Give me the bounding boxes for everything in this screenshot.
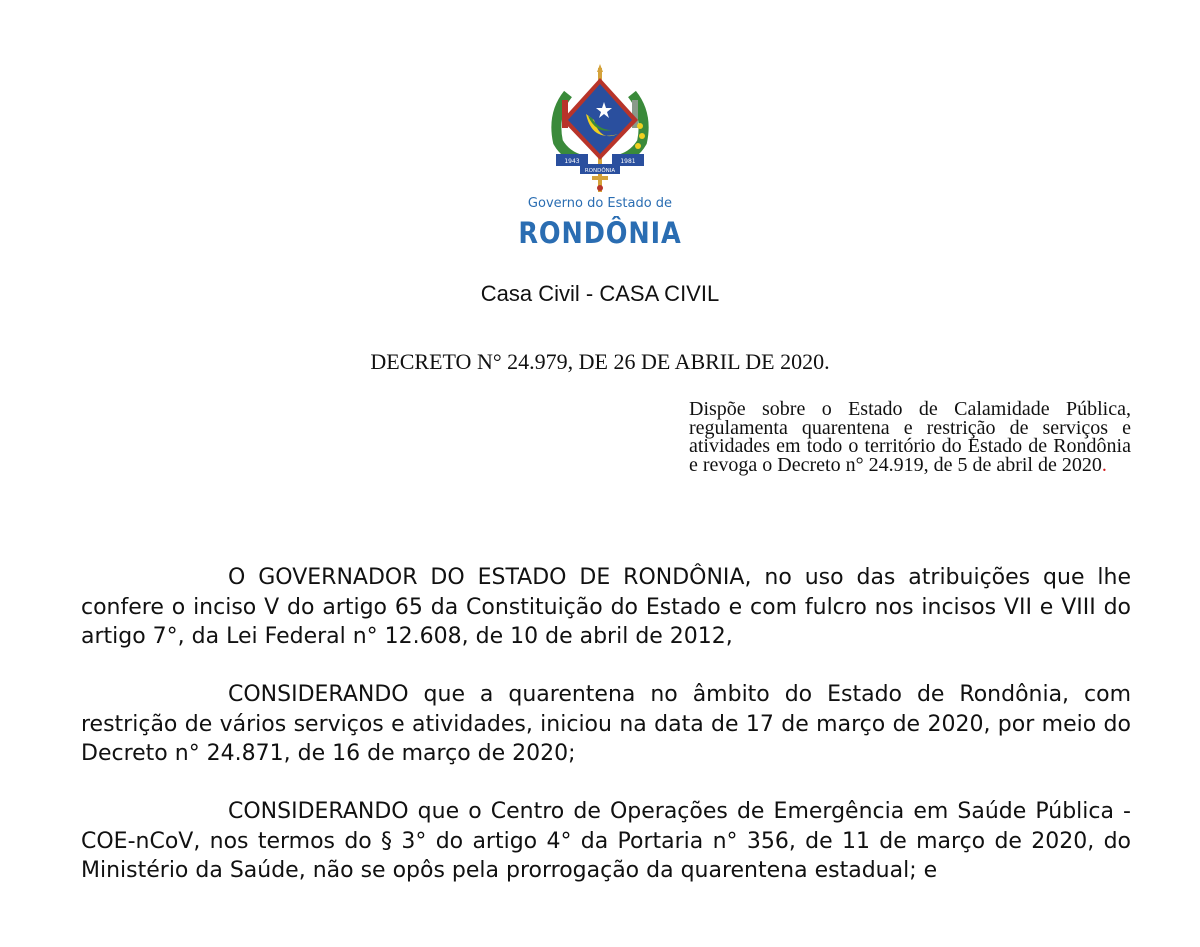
svg-text:1981: 1981 <box>620 158 636 165</box>
decree-summary <box>689 400 1131 474</box>
state-name-logo: RONDÔNIA <box>518 216 682 250</box>
rondonia-coat-of-arms-icon <box>548 64 652 196</box>
department-heading: Casa Civil - CASA CIVIL <box>480 281 720 306</box>
svg-text:RONDÔNIA: RONDÔNIA <box>584 168 616 174</box>
decree-summary-end: . <box>1101 453 1107 476</box>
considering-paragraph-1: CONSIDERANDO que a quarentena no âmbito do Estado de Rondônia, com restrição de vários serviços e atividades, iniciou na data de 17 de março de 2020, por meio do Decreto n° 24.871, de 16 de março de 2020; <box>81 682 1131 766</box>
svg-text:1943: 1943 <box>564 158 580 165</box>
preamble-paragraph: O GOVERNADOR DO ESTADO DE RONDÔNIA, no uso das atribuições que lhe confere o inciso V do artigo 65 da Constituição do Estado e com fulcro nos incisos VII e VIII do artigo 7°, da Lei Federal n° 12.608, de 10 de abril de 2012, <box>81 565 1131 649</box>
considering-paragraph-2: CONSIDERANDO que o Centro de Operações de Emergência em Saúde Pública - COE-nCoV, nos termos do § 3° do artigo 4° da Portaria n° 356, de 11 de março de 2020, do Ministério da Saúde, não se opôs pela prorrogação da quarentena estadual; e <box>81 799 1131 883</box>
government-label: Governo do Estado de <box>527 196 673 211</box>
decree-summary-text: Dispõe sobre o Estado de Calamidade Pública, regulamenta quarentena e restrição de serviços e atividades em todo o território do Estado de Rondônia e revoga o Decreto n° 24.919, de 5 de abril de 2020 <box>689 398 1131 476</box>
decree-title: DECRETO N° 24.979, DE 26 DE ABRIL DE 2020. <box>370 349 830 374</box>
